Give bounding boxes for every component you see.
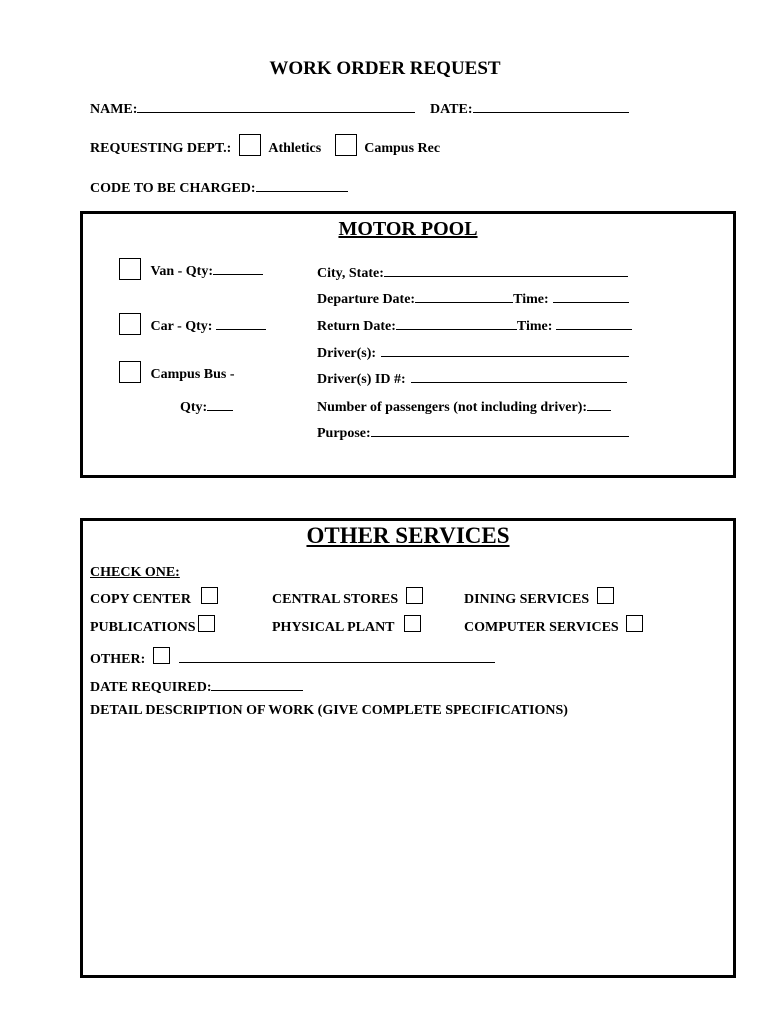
date-required-row — [90, 676, 303, 696]
return-row — [317, 315, 632, 335]
motor-pool-title: MOTOR POOL — [338, 218, 478, 240]
date-row — [430, 98, 629, 118]
drivers-field[interactable] — [381, 342, 629, 357]
other-checkbox[interactable] — [153, 647, 170, 664]
departure-date-field[interactable] — [415, 288, 513, 303]
campus-bus-checkbox[interactable] — [119, 361, 141, 383]
van-checkbox[interactable] — [119, 258, 141, 280]
campus-rec-checkbox[interactable] — [335, 134, 357, 156]
departure-time-field[interactable] — [553, 288, 629, 303]
other-field[interactable] — [179, 648, 495, 663]
car-qty-label: Car - Qty: — [150, 319, 213, 334]
detail-description-area[interactable] — [86, 726, 730, 970]
departure-row — [317, 288, 629, 308]
publications-label: PUBLICATIONS — [90, 620, 196, 635]
return-date-field[interactable] — [396, 315, 517, 330]
dining-services-label: DINING SERVICES — [464, 592, 590, 607]
drivers-id-label: Driver(s) ID #: — [317, 372, 406, 387]
van-row — [119, 260, 263, 280]
dining-services-checkbox[interactable] — [597, 587, 614, 604]
physical-plant-row — [272, 620, 421, 636]
computer-services-row — [464, 620, 643, 636]
name-label: NAME: — [90, 102, 138, 117]
date-required-field[interactable] — [211, 676, 303, 691]
other-label: OTHER: — [90, 652, 146, 667]
campus-bus-label: Campus Bus - — [150, 367, 235, 383]
copy-center-label: COPY CENTER — [90, 592, 191, 607]
drivers-id-row — [317, 368, 627, 388]
passengers-field[interactable] — [587, 396, 611, 411]
requesting-dept-label: REQUESTING DEPT.: — [90, 141, 232, 156]
bus-row — [119, 367, 235, 383]
detail-description-label: DETAIL DESCRIPTION OF WORK (GIVE COMPLETE SPECIFICATIONS) — [90, 703, 568, 718]
van-qty-label: Van - Qty: — [150, 264, 213, 279]
date-field[interactable] — [473, 98, 629, 113]
drivers-id-field[interactable] — [411, 368, 627, 383]
bus-qty-label: Qty: — [180, 400, 208, 415]
other-services-title: OTHER SERVICES — [306, 523, 510, 548]
athletics-checkbox[interactable] — [239, 134, 261, 156]
car-checkbox[interactable] — [119, 313, 141, 335]
bus-qty-field[interactable] — [207, 396, 233, 411]
date-label: DATE: — [430, 102, 473, 117]
name-row — [90, 98, 415, 118]
code-label: CODE TO BE CHARGED: — [90, 181, 256, 196]
physical-plant-checkbox[interactable] — [404, 615, 421, 632]
copy-center-row — [90, 592, 218, 608]
van-qty-field[interactable] — [213, 260, 263, 275]
city-state-row — [317, 262, 628, 282]
requesting-dept-row — [90, 141, 440, 157]
return-time-field[interactable] — [556, 315, 632, 330]
car-qty-field[interactable] — [216, 315, 266, 330]
campus-rec-label: Campus Rec — [364, 141, 441, 156]
drivers-label: Driver(s): — [317, 346, 377, 361]
passengers-label: Number of passengers (not including driver): — [317, 400, 588, 415]
name-field[interactable] — [137, 98, 415, 113]
drivers-row — [317, 342, 629, 362]
code-row — [90, 177, 348, 197]
central-stores-label: CENTRAL STORES — [272, 592, 399, 607]
publications-row — [90, 620, 215, 636]
purpose-row — [317, 422, 629, 442]
return-date-label: Return Date: — [317, 319, 396, 334]
dining-services-row — [464, 592, 614, 608]
central-stores-row — [272, 592, 423, 608]
computer-services-checkbox[interactable] — [626, 615, 643, 632]
athletics-label: Athletics — [268, 141, 322, 156]
central-stores-checkbox[interactable] — [406, 587, 423, 604]
code-field[interactable] — [256, 177, 348, 192]
purpose-label: Purpose: — [317, 426, 371, 441]
publications-checkbox[interactable] — [198, 615, 215, 632]
purpose-field[interactable] — [371, 422, 629, 437]
departure-time-label: Time: — [513, 292, 549, 307]
physical-plant-label: PHYSICAL PLANT — [272, 620, 395, 635]
bus-qty-row — [180, 396, 233, 416]
computer-services-label: COMPUTER SERVICES — [464, 620, 619, 635]
date-required-label: DATE REQUIRED: — [90, 680, 212, 695]
return-time-label: Time: — [516, 319, 553, 334]
copy-center-checkbox[interactable] — [201, 587, 218, 604]
passengers-row — [317, 396, 611, 416]
form-title: WORK ORDER REQUEST — [269, 58, 501, 79]
other-row — [90, 648, 495, 668]
city-state-label: City, State: — [317, 266, 384, 281]
departure-date-label: Departure Date: — [317, 292, 416, 307]
car-row — [119, 315, 266, 335]
check-one-label: CHECK ONE: — [90, 565, 180, 580]
city-state-field[interactable] — [384, 262, 628, 277]
